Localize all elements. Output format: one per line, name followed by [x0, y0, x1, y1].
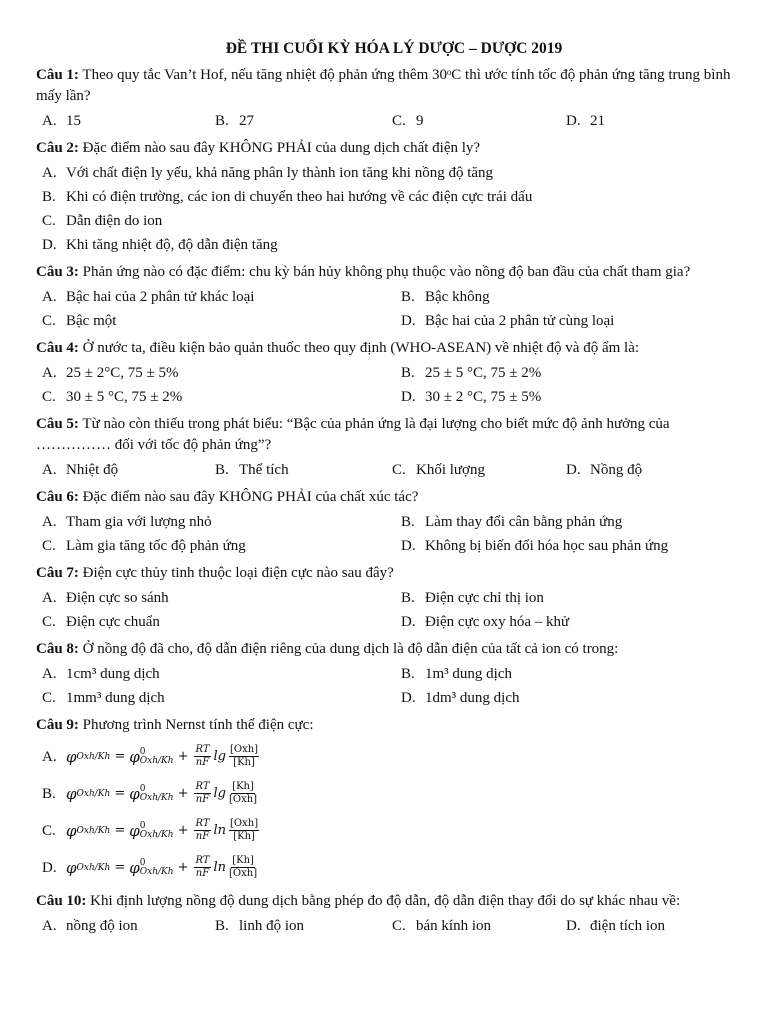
formula-plus: +: [177, 748, 189, 764]
question-number: Câu 5:: [36, 416, 79, 432]
option-b: [401, 361, 751, 385]
formula-sub: Oxh/Kh: [76, 751, 111, 762]
formula-phi: φ: [129, 858, 140, 877]
question-text: [36, 65, 746, 107]
question-5: [36, 414, 746, 482]
option-c: [392, 458, 566, 482]
option-letter: D.: [401, 313, 416, 329]
option-letter: B.: [215, 918, 229, 934]
formula-denominator: [Kh]: [233, 757, 255, 768]
question-9: [36, 715, 746, 886]
option-letter: C.: [42, 313, 56, 329]
option-letter: B.: [401, 666, 415, 682]
question-number: Câu 6:: [36, 489, 79, 505]
formula-rt: RT: [195, 781, 210, 792]
options: [42, 161, 746, 257]
option-d: [401, 534, 751, 558]
option-letter: A.: [42, 289, 57, 305]
question-body: Ở nồng độ đã cho, độ dẫn điện riêng của dung dịch là độ dẫn điện của tất cả ion có trong:: [78, 641, 619, 657]
formula-numerator: [Kh]: [232, 781, 254, 792]
formula-phi: φ: [129, 784, 140, 803]
formula-phi: φ: [129, 747, 140, 766]
option-text: Thể tích: [239, 462, 289, 478]
question-text: [36, 414, 746, 456]
question-text: [36, 487, 746, 508]
option-c: [42, 812, 746, 849]
formula-phi: φ: [66, 784, 77, 803]
formula-zero: 0: [139, 746, 146, 757]
options: [42, 662, 746, 710]
option-text: Tham gia với lượng nhỏ: [66, 514, 212, 530]
option-text: 30 ± 5 °C, 75 ± 2%: [66, 389, 183, 405]
formula-sub: Oxh/Kh: [139, 866, 174, 877]
option-letter: A.: [42, 590, 57, 606]
option-text: 9: [416, 113, 424, 129]
option-c: [392, 109, 566, 133]
option-letter: D.: [401, 614, 416, 630]
formula-plus: +: [177, 785, 189, 801]
options: [42, 586, 746, 634]
formula-standard: [140, 859, 174, 877]
option-text: Bậc không: [425, 289, 490, 305]
formula-standard: [140, 785, 174, 803]
formula-numerator: [Oxh]: [230, 818, 259, 829]
option-c: [42, 309, 401, 333]
nernst-formula: [66, 819, 261, 843]
formula-equals: =: [114, 748, 126, 764]
question-number: Câu 3:: [36, 264, 79, 280]
formula-rt: RT: [195, 744, 210, 755]
formula-log: lg: [213, 748, 226, 764]
formula-zero: 0: [139, 820, 146, 831]
formula-ratio: [229, 856, 257, 879]
option-letter: C.: [392, 113, 406, 129]
option-a: [42, 285, 401, 309]
option-text: nồng độ ion: [66, 918, 138, 934]
question-body: Từ nào còn thiếu trong phát biểu: “Bậc của phản ứng là đại lượng cho biết mức độ ảnh hưởng của …………… đối với tốc độ phản ứng”?: [36, 416, 670, 453]
option-text: 25 ± 5 °C, 75 ± 2%: [425, 365, 542, 381]
question-number: Câu 2:: [36, 140, 79, 156]
question-number: Câu 4:: [36, 340, 79, 356]
option-text: Làm thay đổi cân bằng phản ứng: [425, 514, 623, 530]
options: [42, 738, 746, 886]
option-d: [401, 309, 751, 333]
formula-log: ln: [213, 859, 227, 875]
option-b: [215, 914, 392, 938]
page-title: ĐỀ THI CUỐI KỲ HÓA LÝ DƯỢC – DƯỢC 2019: [225, 40, 563, 57]
option-b: [401, 510, 751, 534]
option-d: [566, 109, 742, 133]
question-text: [36, 563, 746, 584]
option-letter: C.: [42, 213, 56, 229]
option-text: 1mm³ dung dịch: [66, 690, 165, 706]
option-d: [401, 610, 751, 634]
question-number: Câu 1:: [36, 67, 79, 83]
formula-nf: nF: [195, 794, 210, 805]
option-text: 25 ± 2°C, 75 ± 5%: [66, 365, 179, 381]
option-b: [401, 662, 751, 686]
option-b: [215, 458, 392, 482]
question-number: Câu 9:: [36, 717, 79, 733]
formula-nf: nF: [195, 868, 210, 879]
option-letter: B.: [401, 590, 415, 606]
option-c: [42, 385, 401, 409]
option-letter: C.: [392, 918, 406, 934]
option-letter: B.: [42, 189, 56, 205]
option-a: [42, 662, 401, 686]
option-letter: A.: [42, 748, 57, 765]
formula-rt-nf: [194, 856, 210, 879]
option-letter: B.: [42, 785, 56, 802]
formula-rt-nf: [194, 745, 210, 768]
question-2: [36, 138, 746, 257]
nernst-formula: [66, 782, 259, 806]
question-4: [36, 338, 746, 409]
option-text: Bậc một: [66, 313, 117, 329]
option-letter: A.: [42, 462, 57, 478]
formula-sub: Oxh/Kh: [76, 788, 111, 799]
question-1: [36, 65, 746, 133]
formula-rt: RT: [195, 855, 210, 866]
option-c: [392, 914, 566, 938]
option-text: 1dm³ dung dịch: [425, 690, 520, 706]
options: [42, 458, 746, 482]
option-letter: D.: [566, 113, 581, 129]
question-text: [36, 891, 746, 912]
option-text: Bậc hai của 2 phân tử khác loại: [66, 289, 255, 305]
option-text: điện tích ion: [590, 918, 665, 934]
question-text: [36, 262, 746, 283]
formula-nf: nF: [195, 831, 210, 842]
option-letter: C.: [42, 690, 56, 706]
question-text: [36, 639, 746, 660]
formula-standard: [140, 822, 174, 840]
formula-denominator: [Oxh]: [229, 868, 258, 879]
option-a: [42, 914, 215, 938]
option-letter: D.: [42, 859, 57, 876]
formula-standard: [140, 748, 174, 766]
question-body: Phản ứng nào có đặc điểm: chu kỳ bán hủy không phụ thuộc vào nồng độ ban đầu của chất tham gia?: [78, 264, 691, 280]
option-letter: D.: [401, 538, 416, 554]
formula-sub: Oxh/Kh: [139, 829, 174, 840]
option-d: [42, 849, 746, 886]
option-letter: B.: [401, 365, 415, 381]
formula-plus: +: [177, 822, 189, 838]
question-10: [36, 891, 746, 938]
option-text: Dẫn điện do ion: [66, 213, 163, 229]
option-letter: A.: [42, 918, 57, 934]
option-letter: C.: [42, 538, 56, 554]
formula-equals: =: [114, 785, 126, 801]
option-c: [42, 209, 746, 233]
formula-plus: +: [177, 859, 189, 875]
formula-equals: =: [114, 822, 126, 838]
option-letter: C.: [42, 614, 56, 630]
formula-sub: Oxh/Kh: [139, 755, 174, 766]
question-number: Câu 10:: [36, 893, 87, 909]
option-a: [42, 361, 401, 385]
option-letter: B.: [215, 113, 229, 129]
option-d: [42, 233, 746, 257]
options: [42, 361, 746, 409]
option-d: [401, 686, 751, 710]
question-text: [36, 338, 746, 359]
option-text: Không bị biến đổi hóa học sau phản ứng: [425, 538, 669, 554]
formula-equals: =: [114, 859, 126, 875]
option-text: 1cm³ dung dịch: [66, 666, 160, 682]
formula-phi: φ: [66, 747, 77, 766]
option-text: 15: [66, 113, 81, 129]
question-body: Đặc điểm nào sau đây KHÔNG PHẢI của chất xúc tác?: [78, 489, 419, 505]
option-text: Với chất điện ly yếu, khả năng phân ly thành ion tăng khi nồng độ tăng: [66, 165, 494, 181]
formula-log: lg: [213, 785, 226, 801]
option-text: 21: [590, 113, 605, 129]
option-text: Khi tăng nhiệt độ, độ dẫn điện tăng: [66, 237, 278, 253]
option-a: [42, 109, 215, 133]
option-letter: D.: [566, 918, 581, 934]
option-text: Điện cực so sánh: [66, 590, 169, 606]
question-8: [36, 639, 746, 710]
option-c: [42, 686, 401, 710]
options: [42, 109, 746, 133]
option-text: Điện cực chỉ thị ion: [425, 590, 544, 606]
option-text: bán kính ion: [416, 918, 491, 934]
formula-ratio: [229, 782, 257, 805]
formula-sub: Oxh/Kh: [76, 825, 111, 836]
option-b: [401, 586, 751, 610]
question-3: [36, 262, 746, 333]
option-c: [42, 610, 401, 634]
question-body: Theo quy tắc Van’t Hof, nếu tăng nhiệt độ phản ứng thêm 30ᵒC thì ước tính tốc độ phản ứng tăng trung bình mấy lần?: [36, 67, 731, 104]
option-c: [42, 534, 401, 558]
formula-denominator: [Kh]: [233, 831, 255, 842]
option-a: [42, 510, 401, 534]
formula-zero: 0: [139, 783, 146, 794]
option-d: [401, 385, 751, 409]
option-d: [566, 458, 742, 482]
option-text: 27: [239, 113, 254, 129]
option-d: [566, 914, 742, 938]
nernst-formula: [66, 745, 261, 769]
question-7: [36, 563, 746, 634]
question-number: Câu 7:: [36, 565, 79, 581]
option-b: [42, 185, 746, 209]
option-letter: D.: [42, 237, 57, 253]
question-6: [36, 487, 746, 558]
option-letter: B.: [401, 289, 415, 305]
option-text: Khối lượng: [416, 462, 485, 478]
option-letter: C.: [42, 389, 56, 405]
option-text: linh độ ion: [239, 918, 305, 934]
formula-zero: 0: [139, 857, 146, 868]
option-a: [42, 586, 401, 610]
option-letter: C.: [392, 462, 406, 478]
formula-numerator: [Kh]: [232, 855, 254, 866]
option-a: [42, 458, 215, 482]
options: [42, 510, 746, 558]
formula-phi: φ: [66, 858, 77, 877]
question-body: Đặc điểm nào sau đây KHÔNG PHẢI của dung dịch chất điện ly?: [78, 140, 481, 156]
option-text: Làm gia tăng tốc độ phản ứng: [66, 538, 246, 554]
question-body: Phương trình Nernst tính thế điện cực:: [78, 717, 314, 733]
option-text: 30 ± 2 °C, 75 ± 5%: [425, 389, 542, 405]
formula-log: ln: [213, 822, 227, 838]
options: [42, 914, 746, 938]
option-letter: B.: [401, 514, 415, 530]
option-b: [42, 775, 746, 812]
option-letter: D.: [566, 462, 581, 478]
formula-sub: Oxh/Kh: [76, 862, 111, 873]
option-letter: D.: [401, 690, 416, 706]
option-text: Nồng độ: [590, 462, 643, 478]
formula-ratio: [229, 745, 259, 768]
option-letter: B.: [215, 462, 229, 478]
formula-phi: φ: [129, 821, 140, 840]
question-number: Câu 8:: [36, 641, 79, 657]
option-letter: A.: [42, 165, 57, 181]
option-letter: A.: [42, 365, 57, 381]
formula-phi: φ: [66, 821, 77, 840]
formula-ratio: [229, 819, 259, 842]
option-letter: A.: [42, 113, 57, 129]
formula-rt-nf: [194, 782, 210, 805]
formula-denominator: [Oxh]: [228, 794, 258, 805]
option-a: [42, 738, 746, 775]
question-text: [36, 715, 746, 736]
option-text: Điện cực chuẩn: [66, 614, 160, 630]
option-letter: C.: [42, 822, 56, 839]
formula-numerator: [Oxh]: [229, 744, 259, 755]
option-letter: D.: [401, 389, 416, 405]
formula-nf: nF: [195, 757, 210, 768]
question-body: Ở nước ta, điều kiện bảo quản thuốc theo quy định (WHO-ASEAN) về nhiệt độ và độ ẩm là:: [78, 340, 640, 356]
question-body: Điện cực thủy tinh thuộc loại điện cực nào sau đây?: [78, 565, 394, 581]
option-b: [401, 285, 751, 309]
formula-sub: Oxh/Kh: [139, 792, 174, 803]
option-a: [42, 161, 746, 185]
formula-rt: RT: [195, 818, 210, 829]
question-body: Khi định lượng nồng độ dung dịch bằng phép đo độ dẫn, độ dẫn điện thay đổi do sự khác nhau về:: [86, 893, 681, 909]
option-letter: A.: [42, 666, 57, 682]
option-text: Bậc hai của 2 phân tử cùng loại: [425, 313, 615, 329]
formula-rt-nf: [194, 819, 210, 842]
nernst-formula: [66, 856, 259, 880]
option-text: Nhiệt độ: [66, 462, 119, 478]
option-letter: A.: [42, 514, 57, 530]
question-text: [36, 138, 746, 159]
option-text: 1m³ dung dịch: [425, 666, 512, 682]
option-text: Khi có điện trường, các ion di chuyển theo hai hướng về các điện cực trái dấu: [66, 189, 533, 205]
options: [42, 285, 746, 333]
option-text: Điện cực oxy hóa – khử: [425, 614, 570, 630]
option-b: [215, 109, 392, 133]
